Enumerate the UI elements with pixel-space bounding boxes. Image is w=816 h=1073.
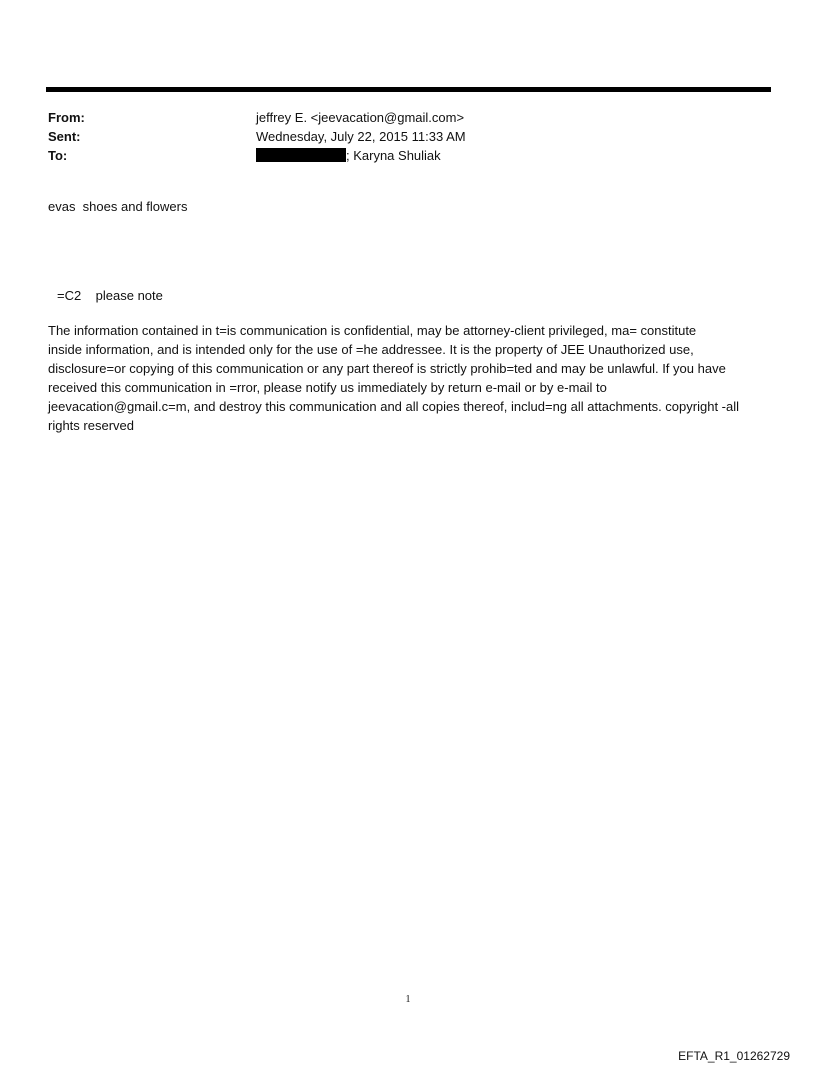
to-value-wrapper	[256, 146, 441, 165]
to-row	[48, 146, 768, 165]
from-label: From:	[48, 110, 85, 125]
disclaimer-line: rights reserved	[48, 418, 134, 433]
from-value: jeffrey E. <jeevacation@gmail.com>	[256, 110, 465, 125]
from-row	[48, 108, 768, 127]
page-number: 1	[405, 994, 411, 1005]
email-header	[48, 108, 768, 165]
confidentiality-disclaimer	[48, 321, 776, 435]
disclaimer-line: jeevacation@gmail.c=m, and destroy this communication and all copies thereof, includ=ng all attachments. copyright -all	[48, 399, 739, 414]
disclaimer-line: inside information, and is intended only for the use of =he addressee. It is the property of JEE Unauthorized use,	[48, 342, 694, 357]
subject-line: evas shoes and flowers	[48, 199, 188, 214]
to-value: ; Karyna Shuliak	[346, 148, 441, 163]
note-line: =C2 please note	[57, 288, 163, 303]
sent-label: Sent:	[48, 129, 81, 144]
document-id: EFTA_R1_01262729	[678, 1049, 790, 1063]
to-label: To:	[48, 148, 68, 163]
sent-value: Wednesday, July 22, 2015 11:33 AM	[256, 129, 466, 144]
disclaimer-line: The information contained in t=is communication is confidential, may be attorney-client privileged, ma= constitute	[48, 323, 697, 338]
disclaimer-line: received this communication in =rror, please notify us immediately by return e-mail or by e-mail to	[48, 380, 607, 395]
disclaimer-line: disclosure=or copying of this communication or any part thereof is strictly prohib=ted and may be unlawful. If you have	[48, 361, 726, 376]
redaction-box	[256, 148, 346, 162]
sent-row	[48, 127, 768, 146]
header-rule	[46, 87, 771, 92]
